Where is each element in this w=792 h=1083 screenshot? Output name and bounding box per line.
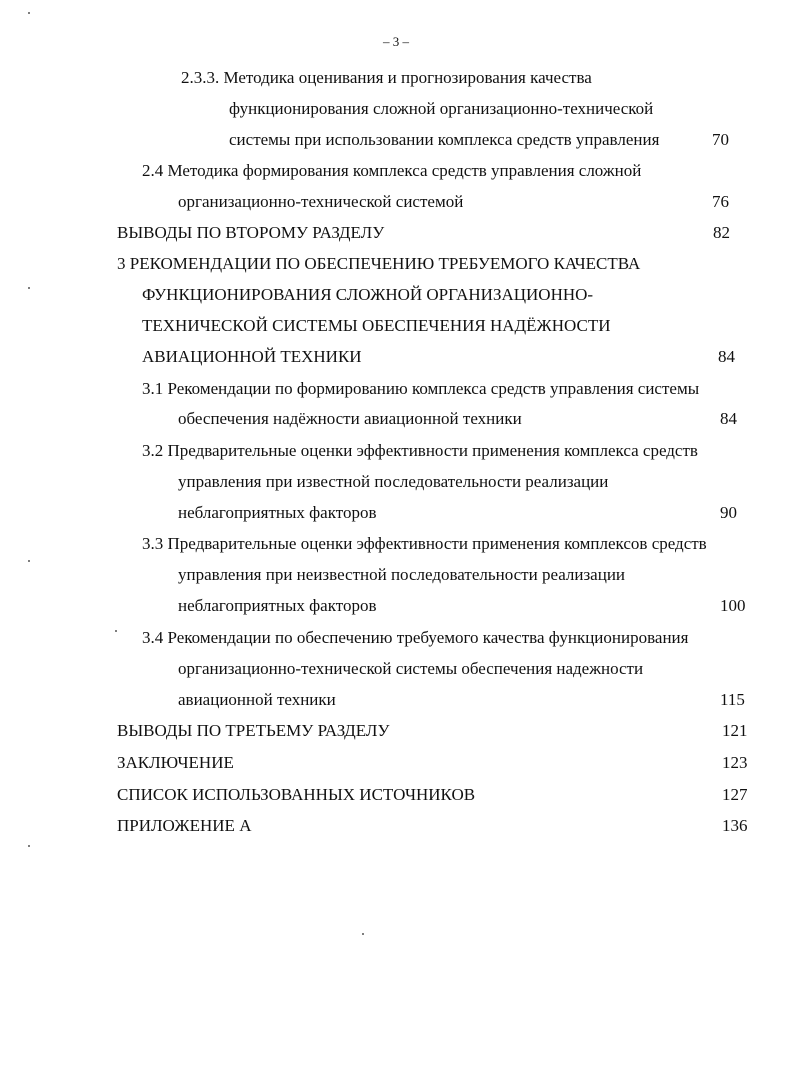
toc-entry-conclusions-3: ВЫВОДЫ ПО ТРЕТЬЕМУ РАЗДЕЛУ <box>117 721 390 740</box>
toc-entry-references-page: 127 <box>722 785 748 804</box>
toc-entry-3-page: 84 <box>718 347 735 366</box>
toc-entry-3-line-3: ТЕХНИЧЕСКОЙ СИСТЕМЫ ОБЕСПЕЧЕНИЯ НАДЁЖНОСТИ <box>142 316 611 335</box>
toc-entry-3-1-line-1: 3.1 Рекомендации по формированию комплекса средств управления системы <box>142 379 700 398</box>
scan-speck <box>115 630 117 632</box>
toc-entry-3-3-line-3: неблагоприятных факторов <box>178 596 377 615</box>
toc-entry-2-3-3-line-1: 2.3.3. Методика оценивания и прогнозирования качества <box>181 68 592 87</box>
toc-entry-3-line-1: 3 РЕКОМЕНДАЦИИ ПО ОБЕСПЕЧЕНИЮ ТРЕБУЕМОГО КАЧЕСТВА <box>117 254 641 273</box>
toc-entry-3-2-line-3: неблагоприятных факторов <box>178 503 377 522</box>
toc-entry-3-3-line-2: управления при неизвестной последовательности реализации <box>178 565 626 584</box>
toc-entry-3-3-page: 100 <box>720 596 746 615</box>
scan-speck <box>28 287 30 289</box>
toc-entry-3-line-2: ФУНКЦИОНИРОВАНИЯ СЛОЖНОЙ ОРГАНИЗАЦИОННО- <box>142 285 594 304</box>
toc-entry-3-3-line-1: 3.3 Предварительные оценки эффективности применения комплексов средств <box>142 534 707 553</box>
toc-entry-2-3-3-line-2: функционирования сложной организационно-технической <box>229 99 654 118</box>
toc-entry-3-1-line-2: обеспечения надёжности авиационной техники <box>178 409 522 428</box>
scan-speck <box>28 845 30 847</box>
toc-entry-2-3-3-line-3: системы при использовании комплекса средств управления <box>229 130 660 149</box>
toc-entry-2-4-line-2: организационно-технической системой <box>178 192 464 211</box>
toc-entry-2-4-page: 76 <box>712 192 729 211</box>
toc-entry-3-2-line-2: управления при известной последовательности реализации <box>178 472 609 491</box>
toc-entry-references: СПИСОК ИСПОЛЬЗОВАННЫХ ИСТОЧНИКОВ <box>117 785 476 804</box>
toc-entry-3-line-4: АВИАЦИОННОЙ ТЕХНИКИ <box>142 347 362 366</box>
toc-entry-2-3-3-page: 70 <box>712 130 729 149</box>
toc-entry-conclusion-page: 123 <box>722 753 748 772</box>
toc-entry-conclusions-2-page: 82 <box>713 223 730 242</box>
page-number: – 3 – <box>383 34 409 49</box>
toc-entry-3-4-line-3: авиационной техники <box>178 690 336 709</box>
toc-entry-2-4-line-1: 2.4 Методика формирования комплекса средств управления сложной <box>142 161 642 180</box>
scan-speck <box>362 933 364 935</box>
toc-entry-3-2-page: 90 <box>720 503 737 522</box>
toc-entry-conclusions-3-page: 121 <box>722 721 748 740</box>
scan-speck <box>28 12 30 14</box>
toc-entry-conclusion: ЗАКЛЮЧЕНИЕ <box>117 753 234 772</box>
toc-entry-3-2-line-1: 3.2 Предварительные оценки эффективности применения комплекса средств <box>142 441 698 460</box>
toc-entry-appendix-a: ПРИЛОЖЕНИЕ А <box>117 816 252 835</box>
scan-speck <box>28 560 30 562</box>
toc-entry-3-4-page: 115 <box>720 690 745 709</box>
toc-entry-3-1-page: 84 <box>720 409 737 428</box>
toc-entry-appendix-a-page: 136 <box>722 816 748 835</box>
toc-entry-3-4-line-2: организационно-технической системы обеспечения надежности <box>178 659 644 678</box>
toc-entry-conclusions-2: ВЫВОДЫ ПО ВТОРОМУ РАЗДЕЛУ <box>117 223 385 242</box>
toc-entry-3-4-line-1: 3.4 Рекомендации по обеспечению требуемого качества функционирования <box>142 628 689 647</box>
